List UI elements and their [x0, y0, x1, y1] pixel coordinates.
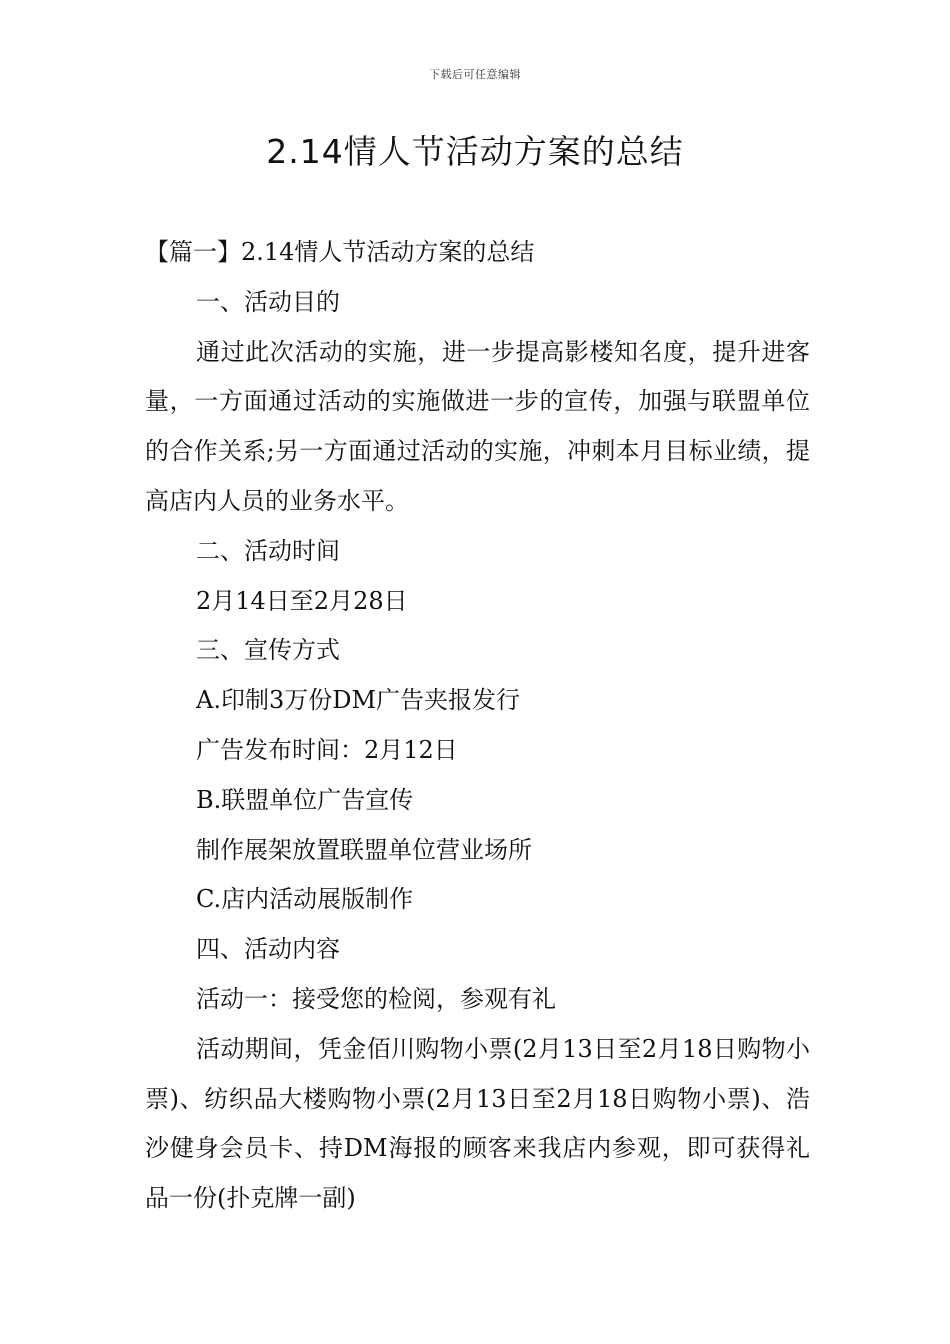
promotion-item-a: A.印制3万份DM广告夹报发行: [196, 686, 521, 715]
paragraph-activity-purpose: 通过此次活动的实施，进一步提高影楼知名度，提升进客量，一方面通过活动的实施做进一步的宣传，加强与联盟单位的合作关系;另一方面通过活动的实施，冲刺本月目标业绩，提高店内人员的业务水平。: [145, 337, 810, 515]
activity-one-description: 活动期间，凭金佰川购物小票(2月13日至2月18日购物小票)、纺织品大楼购物小票(2月13日至2月18日购物小票)、浩沙健身会员卡、持DM海报的顾客来我店内参观，即可获得礼品一份(扑克牌一副): [145, 1034, 810, 1213]
heading-activity-purpose: 一、活动目的: [196, 287, 340, 316]
promotion-item-b: B.联盟单位广告宣传: [196, 785, 414, 814]
heading-activity-content: 四、活动内容: [196, 935, 340, 964]
document-title: 2.14情人节活动方案的总结: [266, 132, 684, 171]
promotion-display-stands: 制作展架放置联盟单位营业场所: [196, 835, 532, 864]
activity-one-title: 活动一：接受您的检阅，参观有礼: [196, 984, 556, 1013]
heading-promotion-methods: 三、宣传方式: [196, 636, 340, 665]
heading-activity-time: 二、活动时间: [196, 536, 340, 565]
section-heading-part-one: 【篇一】2.14情人节活动方案的总结: [145, 238, 535, 266]
paragraph-activity-time: 2月14日至2月28日: [196, 586, 408, 615]
header-note: 下载后可任意编辑: [429, 68, 521, 81]
promotion-item-c: C.店内活动展版制作: [196, 885, 414, 914]
document-body: [145, 228, 810, 1224]
promotion-ad-release-time: 广告发布时间：2月12日: [196, 735, 458, 764]
